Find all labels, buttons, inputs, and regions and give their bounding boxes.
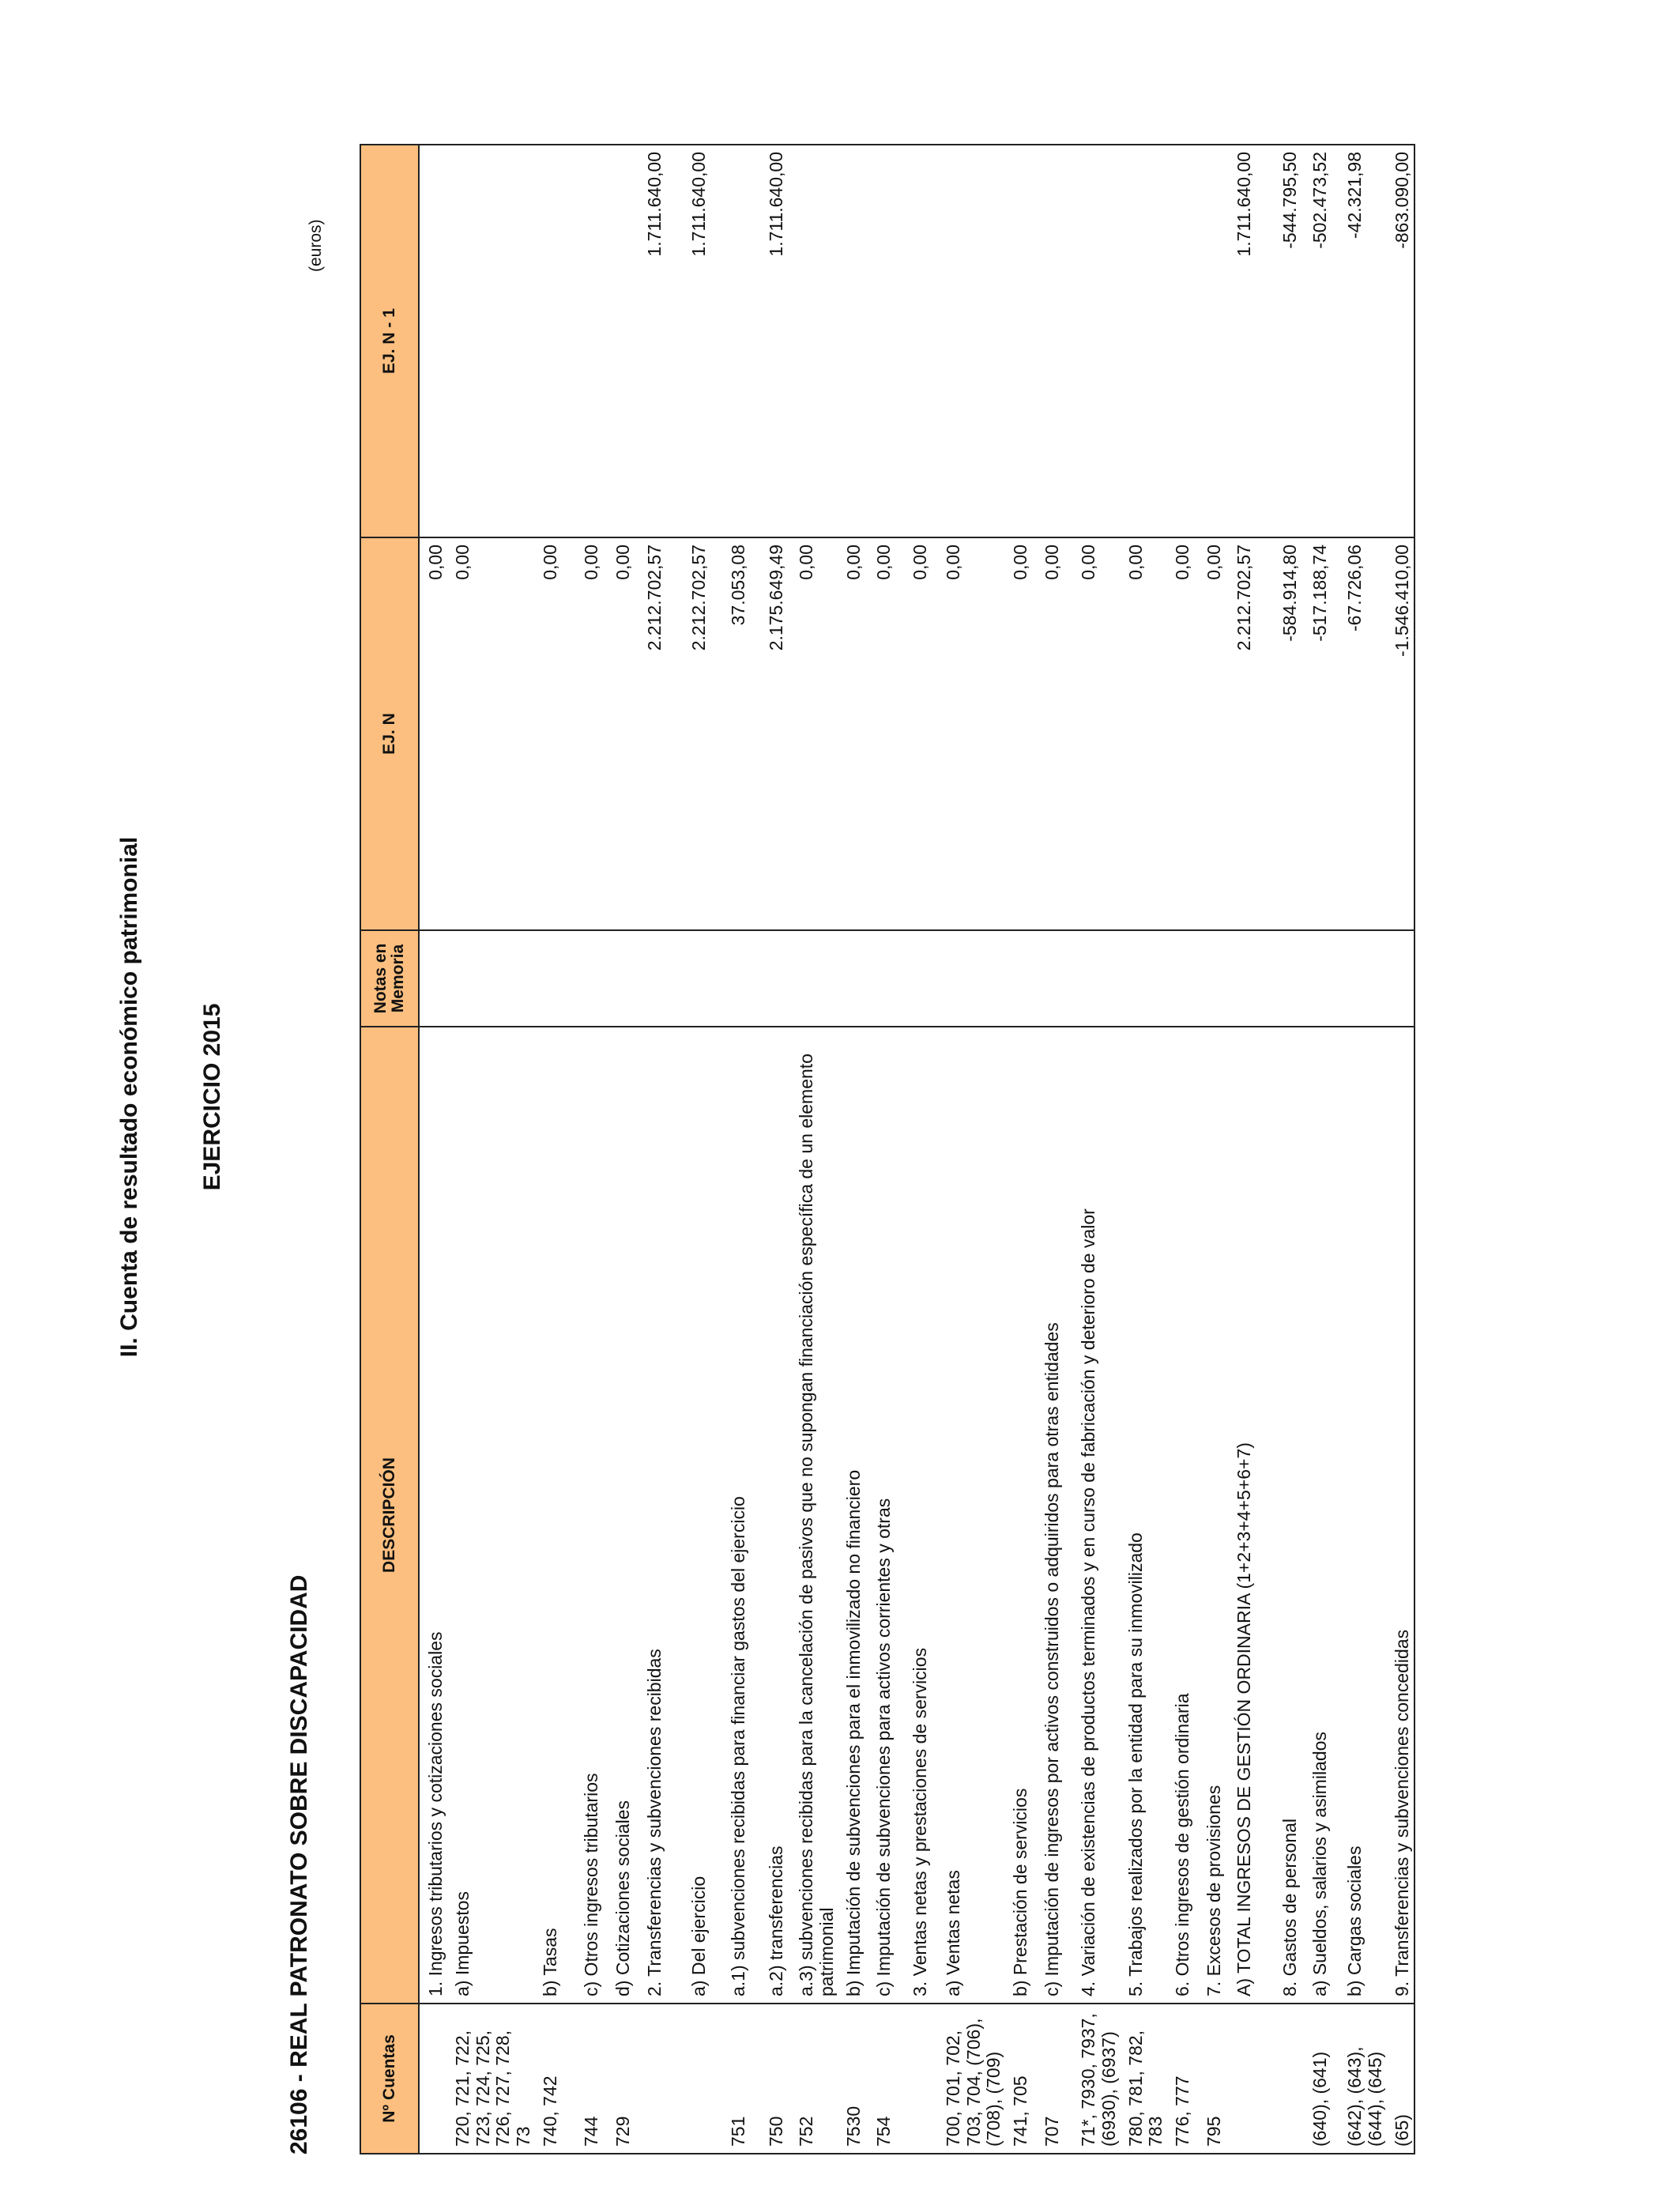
table-row xyxy=(1304,145,1339,2154)
current-year-value-cell: 0,00 xyxy=(790,537,838,930)
table-row xyxy=(607,145,638,2154)
notes-cell xyxy=(1228,930,1274,1027)
description-cell: 8. Gastos de personal xyxy=(1274,1027,1304,2004)
current-year-value-cell: 0,00 xyxy=(419,537,446,930)
notes-cell xyxy=(1120,930,1167,1027)
notes-cell xyxy=(638,930,683,1027)
description-cell: 6. Otros ingresos de gestión ordinaria xyxy=(1166,1027,1198,2004)
table-row xyxy=(1120,145,1167,2154)
table-row xyxy=(868,145,904,2154)
account-codes-cell: 720, 721, 722, 723, 724, 725, 726, 727, 728, 73 xyxy=(446,2004,534,2154)
account-codes-cell: 7530 xyxy=(838,2004,868,2154)
document-title: II. Cuenta de resultado económico patrimonial xyxy=(116,836,142,1358)
previous-year-value-cell xyxy=(575,145,607,537)
notes-cell xyxy=(683,930,722,1027)
current-year-value-cell: 2.212.702,57 xyxy=(1228,537,1274,930)
notes-cell xyxy=(446,930,534,1027)
current-year-value-cell: 0,00 xyxy=(534,537,575,930)
notes-cell xyxy=(1304,930,1339,1027)
column-header-notes: Notas en Memoria xyxy=(360,930,419,1027)
current-year-value-cell: -1.546.410,00 xyxy=(1386,537,1414,930)
notes-cell xyxy=(1339,930,1386,1027)
account-codes-cell: 776, 777 xyxy=(1166,2004,1198,2154)
description-cell: a.2) transferencias xyxy=(760,1027,790,2004)
account-codes-cell: 795 xyxy=(1198,2004,1228,2154)
description-cell: A) TOTAL INGRESOS DE GESTIÓN ORDINARIA (1+2+3+4+5+6+7) xyxy=(1228,1027,1274,2004)
column-header-current-year: EJ. N xyxy=(360,537,419,930)
current-year-value-cell: 0,00 xyxy=(904,537,937,930)
notes-cell xyxy=(760,930,790,1027)
previous-year-value-cell: -863.090,00 xyxy=(1386,145,1414,537)
table-row xyxy=(904,145,937,2154)
table-row xyxy=(1036,145,1072,2154)
description-cell: a) Impuestos xyxy=(446,1027,534,2004)
current-year-value-cell: 0,00 xyxy=(1120,537,1167,930)
table-row xyxy=(1274,145,1304,2154)
description-cell: 3. Ventas netas y prestaciones de servicios xyxy=(904,1027,937,2004)
notes-cell xyxy=(904,930,937,1027)
notes-cell xyxy=(838,930,868,1027)
table-row xyxy=(1072,145,1120,2154)
previous-year-value-cell xyxy=(838,145,868,537)
table-row xyxy=(722,145,760,2154)
description-cell: 2. Transferencias y subvenciones recibidas xyxy=(638,1027,683,2004)
table-row xyxy=(534,145,575,2154)
table-row xyxy=(937,145,1004,2154)
current-year-value-cell: 0,00 xyxy=(937,537,1004,930)
current-year-value-cell: 2.175.649,49 xyxy=(760,537,790,930)
current-year-value-cell: 0,00 xyxy=(838,537,868,930)
previous-year-value-cell xyxy=(1036,145,1072,537)
notes-cell xyxy=(1274,930,1304,1027)
current-year-value-cell: 0,00 xyxy=(1004,537,1036,930)
current-year-value-cell: 0,00 xyxy=(1072,537,1120,930)
account-codes-cell xyxy=(904,2004,937,2154)
current-year-value-cell: -584.914,80 xyxy=(1274,537,1304,930)
account-codes-cell: 751 xyxy=(722,2004,760,2154)
current-year-value-cell: 0,00 xyxy=(446,537,534,930)
description-cell: 9. Transferencias y subvenciones concedidas xyxy=(1386,1027,1414,2004)
notes-cell xyxy=(419,930,446,1027)
notes-cell xyxy=(722,930,760,1027)
previous-year-value-cell xyxy=(868,145,904,537)
current-year-value-cell: -517.188,74 xyxy=(1304,537,1339,930)
account-codes-cell: 740, 742 xyxy=(534,2004,575,2154)
current-year-value-cell: 0,00 xyxy=(868,537,904,930)
previous-year-value-cell xyxy=(722,145,760,537)
account-codes-cell: (640), (641) xyxy=(1304,2004,1339,2154)
fiscal-year-heading: EJERCICIO 2015 xyxy=(199,1003,225,1191)
account-codes-cell: 700, 701, 702, 703, 704, (706), (708), (709) xyxy=(937,2004,1004,2154)
notes-cell xyxy=(1386,930,1414,1027)
account-codes-cell: 754 xyxy=(868,2004,904,2154)
previous-year-value-cell: 1.711.640,00 xyxy=(638,145,683,537)
notes-cell xyxy=(575,930,607,1027)
description-cell: 4. Variación de existencias de productos terminados y en curso de fabricación y deterioro de valor xyxy=(1072,1027,1120,2004)
table-header-row xyxy=(360,145,419,2154)
previous-year-value-cell xyxy=(904,145,937,537)
notes-cell xyxy=(607,930,638,1027)
description-cell: 5. Trabajos realizados por la entidad para su inmovilizado xyxy=(1120,1027,1167,2004)
table-row xyxy=(1004,145,1036,2154)
description-cell: b) Imputación de subvenciones para el inmovilizado no financiero xyxy=(838,1027,868,2004)
table-row xyxy=(446,145,534,2154)
account-codes-cell xyxy=(638,2004,683,2154)
table-row xyxy=(1198,145,1228,2154)
previous-year-value-cell xyxy=(419,145,446,537)
table-row xyxy=(1386,145,1414,2154)
previous-year-value-cell: -544.795,50 xyxy=(1274,145,1304,537)
description-cell: c) Imputación de subvenciones para activos corrientes y otras xyxy=(868,1027,904,2004)
description-cell: c) Otros ingresos tributarios xyxy=(575,1027,607,2004)
previous-year-value-cell xyxy=(607,145,638,537)
account-codes-cell: 71*, 7930, 7937, (6930), (6937) xyxy=(1072,2004,1120,2154)
notes-cell xyxy=(1198,930,1228,1027)
description-cell: a.1) subvenciones recibidas para financiar gastos del ejercicio xyxy=(722,1027,760,2004)
account-codes-cell: 707 xyxy=(1036,2004,1072,2154)
account-codes-cell: 741, 705 xyxy=(1004,2004,1036,2154)
column-header-description: DESCRIPCIÓN xyxy=(360,1027,419,2004)
previous-year-value-cell: -42.321,98 xyxy=(1339,145,1386,537)
previous-year-value-cell xyxy=(1004,145,1036,537)
table-row xyxy=(1339,145,1386,2154)
previous-year-value-cell: 1.711.640,00 xyxy=(683,145,722,537)
description-cell: d) Cotizaciones sociales xyxy=(607,1027,638,2004)
notes-cell xyxy=(1072,930,1120,1027)
notes-cell xyxy=(790,930,838,1027)
previous-year-value-cell xyxy=(790,145,838,537)
current-year-value-cell: 0,00 xyxy=(607,537,638,930)
column-header-previous-year: EJ. N - 1 xyxy=(360,145,419,537)
current-year-value-cell: 0,00 xyxy=(1198,537,1228,930)
notes-cell xyxy=(1004,930,1036,1027)
currency-units: (euros) xyxy=(307,219,325,272)
account-codes-cell xyxy=(1228,2004,1274,2154)
account-codes-cell: 744 xyxy=(575,2004,607,2154)
previous-year-value-cell: 1.711.640,00 xyxy=(1228,145,1274,537)
previous-year-value-cell xyxy=(1198,145,1228,537)
table-row xyxy=(638,145,683,2154)
account-codes-cell: 729 xyxy=(607,2004,638,2154)
previous-year-value-cell xyxy=(446,145,534,537)
notes-cell xyxy=(1036,930,1072,1027)
description-cell: 7. Excesos de provisiones xyxy=(1198,1027,1228,2004)
column-header-accounts: Nº Cuentas xyxy=(360,2004,419,2154)
table-row xyxy=(760,145,790,2154)
table-body xyxy=(419,145,1414,2154)
account-codes-cell xyxy=(683,2004,722,2154)
account-codes-cell: 750 xyxy=(760,2004,790,2154)
description-cell: b) Tasas xyxy=(534,1027,575,2004)
current-year-value-cell: 37.053,08 xyxy=(722,537,760,930)
previous-year-value-cell: 1.711.640,00 xyxy=(760,145,790,537)
table-row xyxy=(575,145,607,2154)
notes-cell xyxy=(534,930,575,1027)
previous-year-value-cell xyxy=(534,145,575,537)
account-codes-cell: 780, 781, 782, 783 xyxy=(1120,2004,1167,2154)
entity-name: 26106 - REAL PATRONATO SOBRE DISCAPACIDAD xyxy=(286,1574,312,2154)
table-row xyxy=(1166,145,1198,2154)
current-year-value-cell: -67.726,06 xyxy=(1339,537,1386,930)
description-cell: c) Imputación de ingresos por activos construidos o adquiridos para otras entidades xyxy=(1036,1027,1072,2004)
account-codes-cell xyxy=(1274,2004,1304,2154)
previous-year-value-cell xyxy=(1166,145,1198,537)
previous-year-value-cell xyxy=(1072,145,1120,537)
previous-year-value-cell xyxy=(1120,145,1167,537)
table-row xyxy=(1228,145,1274,2154)
income-statement-table xyxy=(360,144,1415,2154)
current-year-value-cell: 0,00 xyxy=(1166,537,1198,930)
table-row xyxy=(683,145,722,2154)
account-codes-cell: (65) xyxy=(1386,2004,1414,2154)
account-codes-cell: (642), (643), (644), (645) xyxy=(1339,2004,1386,2154)
description-cell: a.3) subvenciones recibidas para la cancelación de pasivos que no supongan financiación específica de un elemento patrimonial xyxy=(790,1027,838,2004)
notes-cell xyxy=(937,930,1004,1027)
previous-year-value-cell: -502.473,52 xyxy=(1304,145,1339,537)
description-cell: a) Del ejercicio xyxy=(683,1027,722,2004)
notes-cell xyxy=(868,930,904,1027)
current-year-value-cell: 2.212.702,57 xyxy=(683,537,722,930)
current-year-value-cell: 2.212.702,57 xyxy=(638,537,683,930)
current-year-value-cell: 0,00 xyxy=(575,537,607,930)
description-cell: a) Sueldos, salarios y asimilados xyxy=(1304,1027,1339,2004)
current-year-value-cell: 0,00 xyxy=(1036,537,1072,930)
description-cell: b) Cargas sociales xyxy=(1339,1027,1386,2004)
previous-year-value-cell xyxy=(937,145,1004,537)
notes-cell xyxy=(1166,930,1198,1027)
account-codes-cell: 752 xyxy=(790,2004,838,2154)
description-cell: 1. Ingresos tributarios y cotizaciones sociales xyxy=(419,1027,446,2004)
table-row xyxy=(419,145,446,2154)
table-row xyxy=(790,145,838,2154)
description-cell: a) Ventas netas xyxy=(937,1027,1004,2004)
account-codes-cell xyxy=(419,2004,446,2154)
table-row xyxy=(838,145,868,2154)
description-cell: b) Prestación de servicios xyxy=(1004,1027,1036,2004)
